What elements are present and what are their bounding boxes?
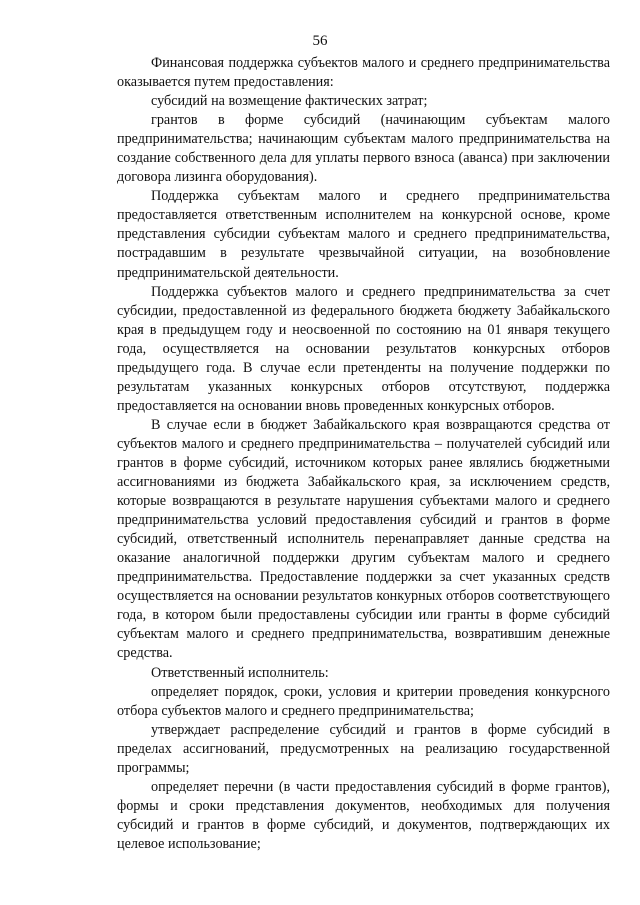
paragraph-federal-subsidy: Поддержка субъектов малого и среднего предпринимательства за счет субсидии, предоставленной из федерального бюджета бюджету Забайкальского края в предыдущем году и неосвоенной по состоянию на 01 января текущего года, осуществляется на основании результатов конкурсных отборов предыдущего года. В случае если претенденты на получение поддержки по результатам указанных конкурсных отборов отсутствуют, поддержка предоставляется на основании вновь проведенных конкурсных отборов. — [117, 283, 610, 414]
paragraph-subsidies: субсидий на возмещение фактических затрат; — [151, 93, 428, 110]
paragraph-returned-funds: В случае если в бюджет Забайкальского края возвращаются средства от субъектов малого и среднего предпринимательства – получателей субсидий или грантов в форме субсидий, источником которых ранее являлись бюджетными ассигнованиями из бюджета Забайкальского края, за исключением средств, которые возвращаются в результате нарушения субъектами малого и среднего предпринимательства условий предоставления субсидий и грантов в форме субсидий, ответственный исполнитель перенаправляет данные средства на оказание аналогичной поддержки другим субъектам малого и среднего предпринимательства. Предоставление поддержки за счет указанных средств осуществляется на основании результатов конкурных отборов соответствующего года, в котором были предоставлены субсидии или гранты в форме субсидий субъектам малого и среднего предпринимательства, возвратившим денежные средства. — [117, 416, 610, 662]
paragraph-intro: Финансовая поддержка субъектов малого и среднего предпринимательства оказывается путем предоставления: — [117, 55, 610, 91]
paragraph-responsible-executor: Ответственный исполнитель: — [151, 664, 329, 681]
paragraph-determines-procedure: определяет порядок, сроки, условия и критерии проведения конкурсного отбора субъектов малого и среднего предпринимательства; — [117, 683, 610, 719]
paragraph-competitive-basis: Поддержка субъектам малого и среднего предпринимательства предоставляется ответственным исполнителем на конкурсной основе, кроме представления субсидии субъектам малого и среднего предпринимательства, пострадавшим в результате чрезвычайной ситуации, на возобновление предпринимательской деятельности. — [117, 188, 610, 281]
paragraph-grants: грантов в форме субсидий (начинающим субъектам малого предпринимательства; начинающим субъектам малого предпринимательства на создание собственного дела для уплаты первого взноса (аванса) при заключении договора лизинга оборудования). — [117, 112, 610, 186]
paragraph-approves-distribution: утверждает распределение субсидий и грантов в форме субсидий в пределах ассигнований, предусмотренных на реализацию государственной программы; — [117, 721, 610, 776]
paragraph-determines-lists: определяет перечни (в части предоставления субсидий в форме грантов), формы и сроки представления документов, необходимых для получения субсидий и грантов в форме субсидий, и документов, подтверждающих их целевое использование; — [117, 778, 610, 852]
page-number: 56 — [312, 33, 328, 49]
document-body — [117, 54, 610, 854]
